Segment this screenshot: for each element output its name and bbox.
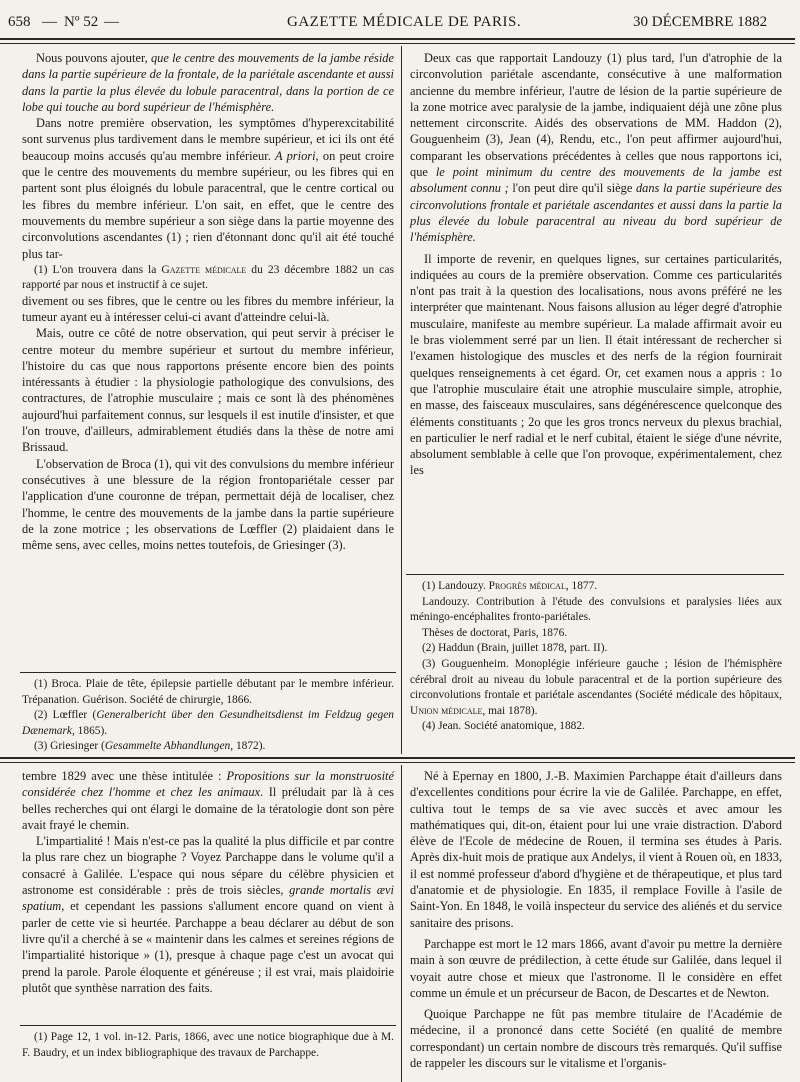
- footnote: Thèses de doctorat, Paris, 1876.: [422, 626, 568, 639]
- paragraph: Parchappe est mort le 12 mars 1866, avant d'avoir pu mettre la dernière main à son œuvre de prédilection, à cette étude sur Galilée, dans lequel il voyait autre chose et mieux que l'astronome. Il le considère en effet comme un émule et un précurseur de Bacon, de Descartes et de Newton.: [410, 936, 782, 1000]
- paragraph: Né à Epernay en 1800, J.-B. Maximien Parchappe était d'ailleurs dans d'excellentes conditions pour écrire la vie de Galilée. Parchappe, en effet, cultiva tout le temps de sa vie avec succès et avec amour les mathématiques qui, dit-on, étaient pour lui une vraie distraction. D'abord élève de l'Ecole de médecine de Rouen, il termina ses études à Paris. Après dix-huit mois de pratique aux Andelys, il vient à Rouen où, en 1833, il est nommé professeur d'abord d'hygiène et de thérapeutique, et plus tard d'anatomie et de physiologie. En 1835, il remplace Foville à l'asile de Saint-Yon. En 1848, le voilà inspecteur du service des aliénés et du service sanitaire des prisons.: [410, 769, 782, 930]
- column-bottom-right: [410, 768, 782, 1071]
- footnote: (1) Page 12, 1 vol. in-12. Paris, 1866, avec une notice biographique due à M. F. Baudry, et un index bibliographique des travaux de Parchappe.: [22, 1031, 394, 1059]
- paragraph: Il importe de revenir, en quelques lignes, sur certaines particularités, indiquées au cours de la première observation. Comme ces particularités n'ont pas trait à la question des localisations, nous avons préféré ne les interpréter que maintenant. Nous faisons allusion au léger degré d'atrophie musculaire, manifeste au membre supérieur. La malade affirmait avoir eu le bras violemment serré par un lien. Il était intéressant de rechercher si l'examen histologique des muscles et des nerfs de la région fournirait quelques renseignements à cet égard. Or, cet examen nous a appris : 1o que l'atrophie musculaire était une atrophie musculaire simple, atrophie, en masse, des faisceaux musculaires, sans dégénérescence quelconque des éléments constituants ; 2o que les gros troncs nerveux du plexus brachial, en particulier le nerf radial et le nerf cubital, étaient le siége d'une névrite, absolument semblable à celle que l'on provoque, expérimentalement, chez les: [410, 251, 782, 478]
- footnotes-top-right: [410, 579, 782, 735]
- footnote-rule: [20, 672, 396, 673]
- inline-note: (1) L'on trouvera dans la Gazette médicale du 23 décembre 1882 un cas rapporté par nous et instructif à ce sujet.: [22, 262, 394, 292]
- footnote: (1) Landouzy. Progrès médical, 1877.: [422, 580, 598, 592]
- paragraph: Mais, outre ce côté de notre observation, qui peut servir à préciser le centre moteur du membre supérieur et surtout du membre inférieur, l'histoire du cas que nous rapportons présente encore bien des points intéressants à étudier : la physiologie pathologique des convulsions, des contractures, de l'atrophie musculaire ; mais ce sont là des phénomènes aujourd'hui parfaitement connus, sur lesquels il est inutile d'insister, et que l'on trouve, d'ailleurs, admirablement étudiés dans la thèse de notre ami Brissaud.: [22, 326, 394, 455]
- header-rule-thin: [0, 43, 795, 44]
- column-top-right: [410, 50, 782, 479]
- footnote: (2) Haddun (Brain, juillet 1878, part. II).: [422, 642, 608, 655]
- paragraph: Dans notre première observation, les symptômes d'hyperexcitabilité sont survenus plus tardivement dans le membre supérieur, et ici ils ont été beaucoup moins accusés qu'au membre inférieur. A priori, on peut croire que le centre des mouvements du membre supérieur, ou les fibres qui en partent sont plus éloignés du lobule paracentral, que le centre cortical ou les fibres du membre inférieur. L'on sait, en effet, que le centre des mouvements du membre supérieur a son siège dans la partie moyenne des circonvolutions ascendantes (1) ; rien d'étonnant donc qu'il ait été touché plus tar-: [22, 116, 394, 261]
- page-number: 658: [8, 14, 31, 30]
- header-rule: [0, 38, 795, 40]
- section-rule-thin: [0, 762, 795, 763]
- paragraph: L'observation de Broca (1), qui vit des convulsions du membre inférieur consécutives à une blessure de la région frontopariétale cesser par l'application d'une couronne de trépan, permettait déjà de localiser, chez l'homme, le centre des mouvements de la jambe dans la partie supérieure de la zone motrice ; les observations de Lœffler (2) plaidaient dans le même sens, avec celles, moins nettes toutefois, de Griesinger (3).: [22, 456, 394, 553]
- footnotes-bottom-left: [22, 1030, 394, 1061]
- column-top-left: [22, 50, 394, 553]
- paragraph: tembre 1829 avec une thèse intitulée : Propositions sur la monstruosité considérée chez l'homme et chez les animaux. Il préludait par là à ces belles recherches qui ont élargi le domaine de la tératologie dont son père avait frayé le chemin.: [22, 769, 394, 832]
- paragraph: Quoique Parchappe ne fût pas membre titulaire de l'Académie de médecine, il a prononcé dans cette Société (en qualité de membre correspondant) un certain nombre de discours très remarqués. Qu'il suffise de rappeler les discours sur le vitalisme et l'organis-: [410, 1007, 782, 1071]
- header-separator: —: [42, 14, 57, 30]
- journal-title: GAZETTE MÉDICALE DE PARIS.: [287, 14, 522, 30]
- footnote-rule: [406, 574, 784, 575]
- footnote: (1) Broca. Plaie de tête, épilepsie partielle débutant par le membre inférieur. Trépanation. Guérison. Société de chirurgie, 1866.: [22, 678, 394, 706]
- footnote: (3) Griesinger (Gesammelte Abhandlungen, 1872).: [34, 740, 266, 753]
- footnote: Landouzy. Contribution à l'étude des convulsions et paralysies liées aux méningo-encéphalites fronto-pariétales.: [410, 595, 782, 624]
- page-header: [0, 0, 800, 34]
- column-divider: [401, 46, 402, 754]
- issue-date: 30 DÉCEMBRE 1882: [633, 14, 768, 30]
- paragraph: Deux cas que rapportait Landouzy (1) plus tard, l'un d'atrophie de la circonvolution pariétale ascendante, consécutive à une malformation ancienne du membre inférieur, l'autre de lésion de la partie supérieure de la zone motrice avec paralysie de la jambe, indiquaient déjà une zône plus nettement circonscrite. Aidés des observations de MM. Haddon (2), Gouguenheim (3), Jean (4), Rendu, etc., l'on peut affirmer aujourd'hui, comparant les observations précédentes à celles que nous rapportons ici, que le point minimum du centre des mouvements de la jambe est absolument connu ; l'on peut dire qu'il siège dans la partie supérieure des circonvolutions frontale et pariétale ascendantes et aussi dans la partie la plus élevée du lobule paracentral au niveau du bord supérieur de l'hémisphère.: [410, 51, 783, 245]
- footnote: (3) Gouguenheim. Monoplégie inférieure gauche ; lésion de l'hémisphère cérébral droit au niveau du lobule paracentral et de la portion supérieure des circonvolutions frontale et pariétale ascendantes (Société médicale des hôpitaux, Union médicale, mai 1878).: [410, 657, 782, 717]
- footnote-rule: [20, 1025, 396, 1026]
- section-rule: [0, 757, 795, 759]
- paragraph: Nous pouvons ajouter, que le centre des mouvements de la jambe réside dans la partie supérieure de la frontale, de la pariétale ascendante et aussi dans la partie la plus élevée du lobule paracentral, dans la portion de ce lobe qui touche au bord supérieur de l'hémisphère.: [22, 51, 394, 114]
- header-dash: —: [104, 14, 119, 30]
- footnotes-top-left: [22, 677, 394, 755]
- column-divider: [401, 765, 402, 1082]
- paragraph: L'impartialité ! Mais n'est-ce pas la qualité la plus difficile et par contre la plus rare chez un biographe ? Voyez Parchappe dans le volume qu'il a consacré à Galilée. L'espace qui nous sépare du célèbre physicien et astronome est considérable : près de trois siècles, grande mortalis ævi spatium, et cependant les passions s'allument encore quand on vient à parler de cette vie si heurtée. Parchappe a beau déclarer au début de son livre qu'il a cherché à se « maintenir dans les calmes et sereines régions de l'impartialité historique » (1), presque à chaque page c'est un avocat qui prend la parole. Parole éloquente et généreuse ; il est vrai, mais plaidoirie plutôt que synthèse narration des faits.: [22, 834, 394, 995]
- column-bottom-left: [22, 768, 394, 996]
- issue-number: Nº 52: [64, 14, 99, 30]
- paragraph: divement ou ses fibres, que le centre ou les fibres du membre inférieur, la tumeur ayant eu à intéresser celui-ci avant d'atteindre celui-là.: [22, 293, 394, 324]
- footnote: (2) Lœffler (Generalbericht über den Gesundheitsdienst im Feldzug gegen Dænemark, 1865).: [22, 709, 394, 737]
- footnote: (4) Jean. Société anatomique, 1882.: [422, 720, 585, 733]
